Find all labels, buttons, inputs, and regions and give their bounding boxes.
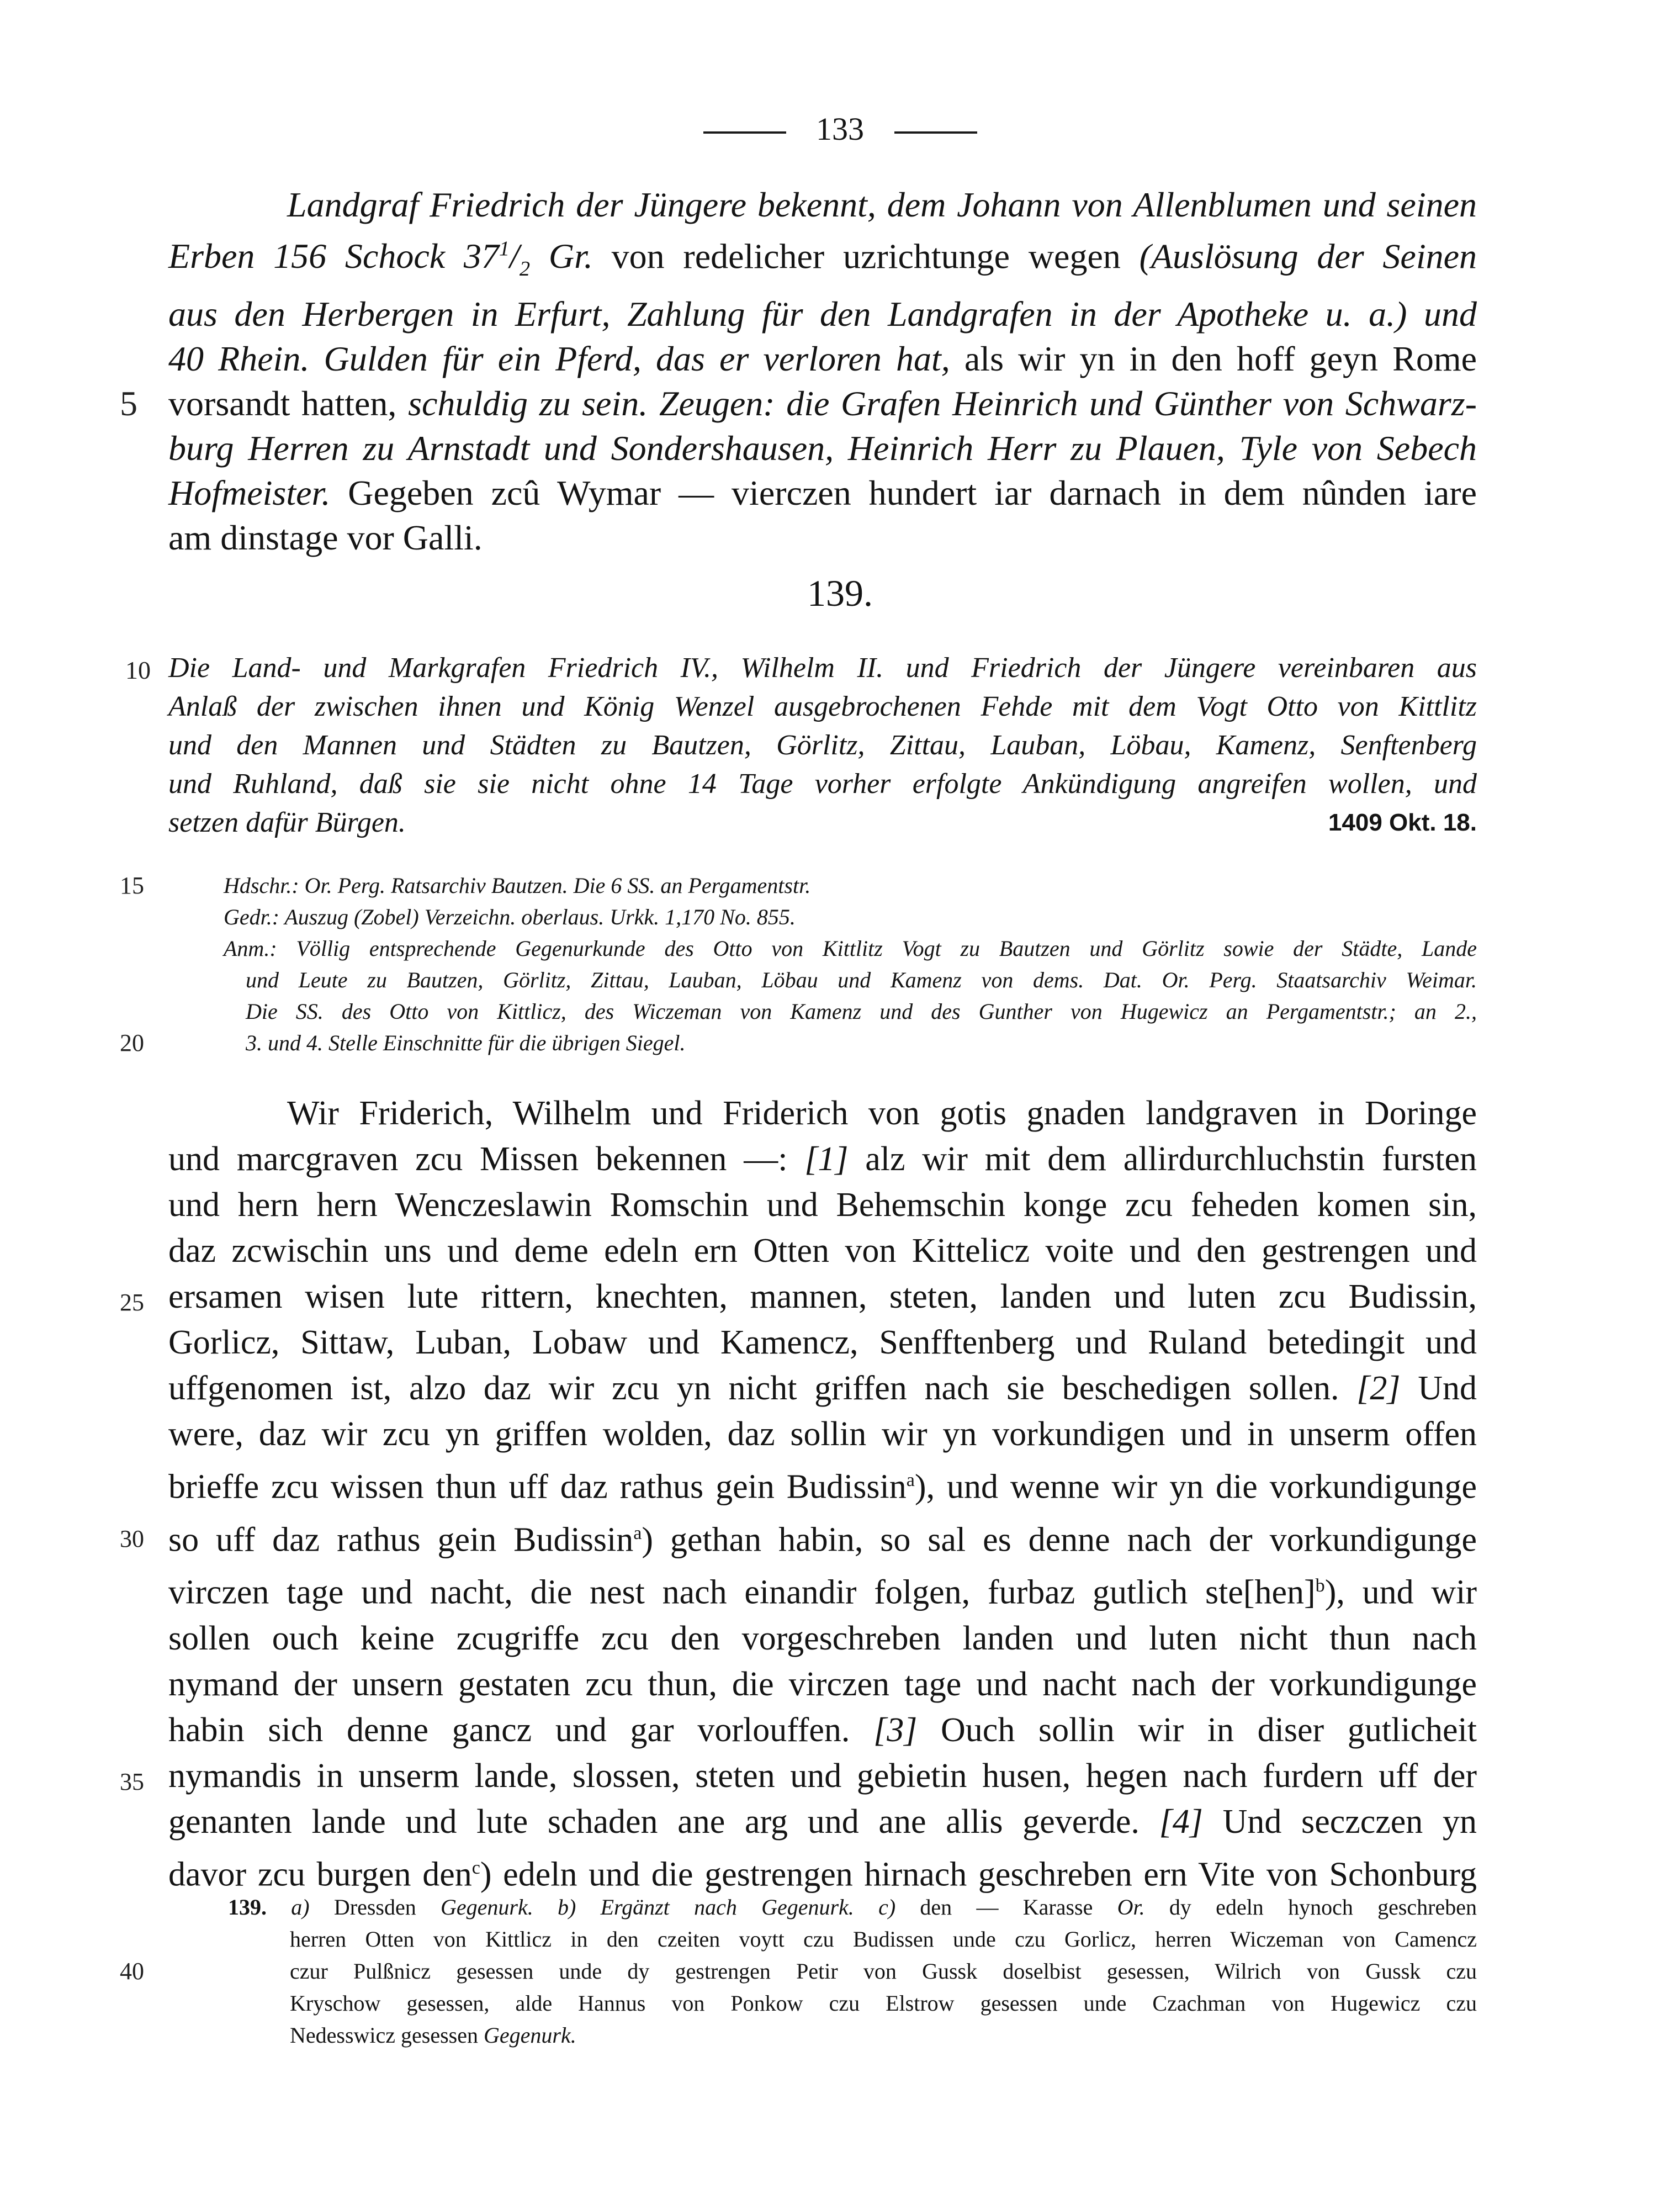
line-number: 30 [120, 1525, 144, 1552]
line-number: 15 [120, 872, 144, 899]
line-number: 20 [120, 1029, 144, 1056]
regest-line [168, 803, 1477, 842]
main-line: und hern hern Wenczeslawin Romschin und Behemschin konge zcu feheden komen sin, [168, 1186, 1477, 1224]
note-line: und Leute zu Bautzen, Görlitz, Zittau, Lauban, Löbau und Kamenz von dems. Dat. Or. Perg. Staatsarchiv Weimar. [246, 967, 1477, 992]
footnote-line: Kryschow gesessen, alde Hannus von Ponkow czu Elstrow gesessen unde Czachman von Hugewicz czu [290, 1991, 1477, 2016]
footnote-line: Nedesswicz gesessen Gegenurk. [290, 2023, 576, 2048]
line-number: 25 [120, 1289, 144, 1316]
line-number: 10 [125, 656, 151, 684]
main-line: sollen ouch keine zcugriffe zcu den vorgeschreben landen und luten nicht thun nach [168, 1619, 1477, 1657]
main-line: 30 so uff daz rathus gein Budissin$^a$) gethan habin, so sal es denne nach der vorkundigunge [168, 1510, 1477, 1563]
main-line: 25 ersamen wisen lute rittern, knechten, mannen, steten, landen und luten zcu Budissin, [168, 1274, 1477, 1320]
footnote-line: 40 czur Pulßnicz gesessen unde dy gestrengen Petir von Gussk doselbist gesessen, Wilrich von Gussk czu [168, 1955, 1477, 1987]
intro-line: Landgraf Friedrich der Jüngere bekennt, dem Johann von Allenblumen und seinen [287, 185, 1477, 224]
footnote-line: herren Otten von Kittlicz in den czeiten voytt czu Budissen unde czu Gorlicz, herren Wiczeman von Camencz [290, 1927, 1477, 1952]
intro-line: Erben 156 Schock $37^1/_2$ Gr. von redelicher uzrichtunge wegen (Auslösung der Seinen [168, 236, 1477, 281]
regest-line: 10 Die Land- und Markgrafen Friedrich IV., Wilhelm II. und Friedrich der Jüngere vereinbaren aus [168, 649, 1477, 688]
main-line: were, daz wir zcu yn griffen wolden, daz sollin wir yn vorkundigen und in unserm offen [168, 1415, 1477, 1453]
main-line: genanten lande und lute schaden ane arg und ane allis geverde. [4] Und seczczen yn [168, 1802, 1477, 1841]
note-line: 20 3. und 4. Stelle Einschnitte für die übrigen Siegel. [168, 1027, 1477, 1059]
main-line: habin sich denne gancz und gar vorlouffen. [3] Ouch sollin wir in diser gutlicheit [168, 1711, 1477, 1749]
note-line: 15 Hdschr.: Or. Perg. Ratsarchiv Bautzen. Die 6 SS. an Pergamentstr. [168, 870, 1477, 901]
main-text [120, 1091, 1477, 1898]
source-notes [120, 870, 1477, 1059]
note-line: Anm.: Völlig entsprechende Gegenurkunde des Otto von Kittlitz Vogt zu Bautzen und Görlitz sowie der Städte, Lande [224, 936, 1477, 961]
regest-line: und den Mannen und Städten zu Bautzen, Görlitz, Zittau, Lauban, Löbau, Kamenz, Senftenberg [168, 729, 1477, 761]
main-line: 35 nymandis in unserm lande, slossen, steten und gebietin husen, hegen nach furdern uff der [168, 1753, 1477, 1799]
intro-regest [120, 182, 1477, 560]
regest-last-text: setzen dafür Bürgen. [168, 807, 406, 838]
main-line: virczen tage und nacht, die nest nach einandir folgen, furbaz gutlich ste[hen]$^b$), und wir [168, 1573, 1477, 1611]
main-line: und marcgraven zcu Missen bekennen —: [1] alz wir mit dem allirdurchluchstin fursten [168, 1140, 1477, 1178]
regest-line: Anlaß der zwischen ihnen und König Wenzel ausgebrochenen Fehde mit dem Vogt Otto von Kittlitz [168, 691, 1477, 722]
intro-line: burg Herren zu Arnstadt und Sondershausen, Heinrich Herr zu Plauen, Tyle von Sebech [168, 429, 1477, 468]
main-line: daz zcwischin uns und deme edeln ern Otten von Kittelicz voite und den gestrengen und [168, 1232, 1477, 1270]
page-number: 133 [816, 111, 864, 147]
document-number: 139. [807, 572, 873, 614]
intro-line: aus den Herbergen in Erfurt, Zahlung für den Landgrafen in der Apotheke u. a.) und [168, 294, 1477, 334]
note-line: Gedr.: Auszug (Zobel) Verzeichn. oberlaus. Urkk. 1,170 No. 855. [224, 905, 796, 929]
regest-line: und Ruhland, daß sie sie nicht ohne 14 Tage vorher erfolgte Ankündigung angreifen wollen, und [168, 768, 1477, 800]
intro-line: 40 Rhein. Gulden für ein Pferd, das er verloren hat, als wir yn in den hoff geyn Rome [168, 339, 1477, 379]
line-number: 5 [120, 384, 137, 424]
document-date: 1409 Okt. 18. [1328, 809, 1477, 836]
main-line: Gorlicz, Sittaw, Luban, Lobaw und Kamencz, Senfftenberg und Ruland betedingit und [168, 1324, 1477, 1361]
main-line: nymand der unsern gestaten zcu thun, die virczen tage und nacht nach der vorkundigunge [168, 1665, 1477, 1703]
regest-139 [125, 649, 1477, 842]
intro-line: am dinstage vor Galli. [168, 518, 483, 558]
intro-line: 5 vorsandt hatten, schuldig zu sein. Zeugen: die Grafen Heinrich und Günther von Schwarz- [168, 381, 1477, 426]
note-line: Die SS. des Otto von Kittlicz, des Wiczeman von Kamenz und des Gunther von Hugewicz an Pergamentstr.; an 2., [246, 999, 1477, 1024]
footnote-line: 139. a) Dressden Gegenurk. b) Ergänzt nach Gegenurk. c) den — Karasse Or. dy edeln hynoch geschreben [228, 1895, 1477, 1920]
main-line: brieffe zcu wissen thun uff daz rathus gein Budissin$^a$), und wenne wir yn die vorkundigunge [168, 1468, 1477, 1506]
main-line: Wir Friderich, Wilhelm und Friderich von gotis gnaden landgraven in Doringe [287, 1094, 1477, 1132]
footnote [120, 1891, 1477, 2051]
line-number: 40 [120, 1958, 144, 1985]
intro-line: Hofmeister. Gegeben zcû Wymar — vierczen hundert iar darnach in dem nûnden iare [168, 473, 1477, 513]
main-line: davor zcu burgen den$^c$) edeln und die gestrengen hirnach geschreben ern Vite von Schonburg [168, 1855, 1477, 1894]
header-dash-right [894, 131, 977, 134]
header-dash-left [703, 131, 786, 134]
main-line: uffgenomen ist, alzo daz wir zcu yn nicht griffen nach sie beschedigen sollen. [2] Und [168, 1370, 1477, 1407]
line-number: 35 [120, 1768, 144, 1795]
page-header [0, 110, 1680, 147]
